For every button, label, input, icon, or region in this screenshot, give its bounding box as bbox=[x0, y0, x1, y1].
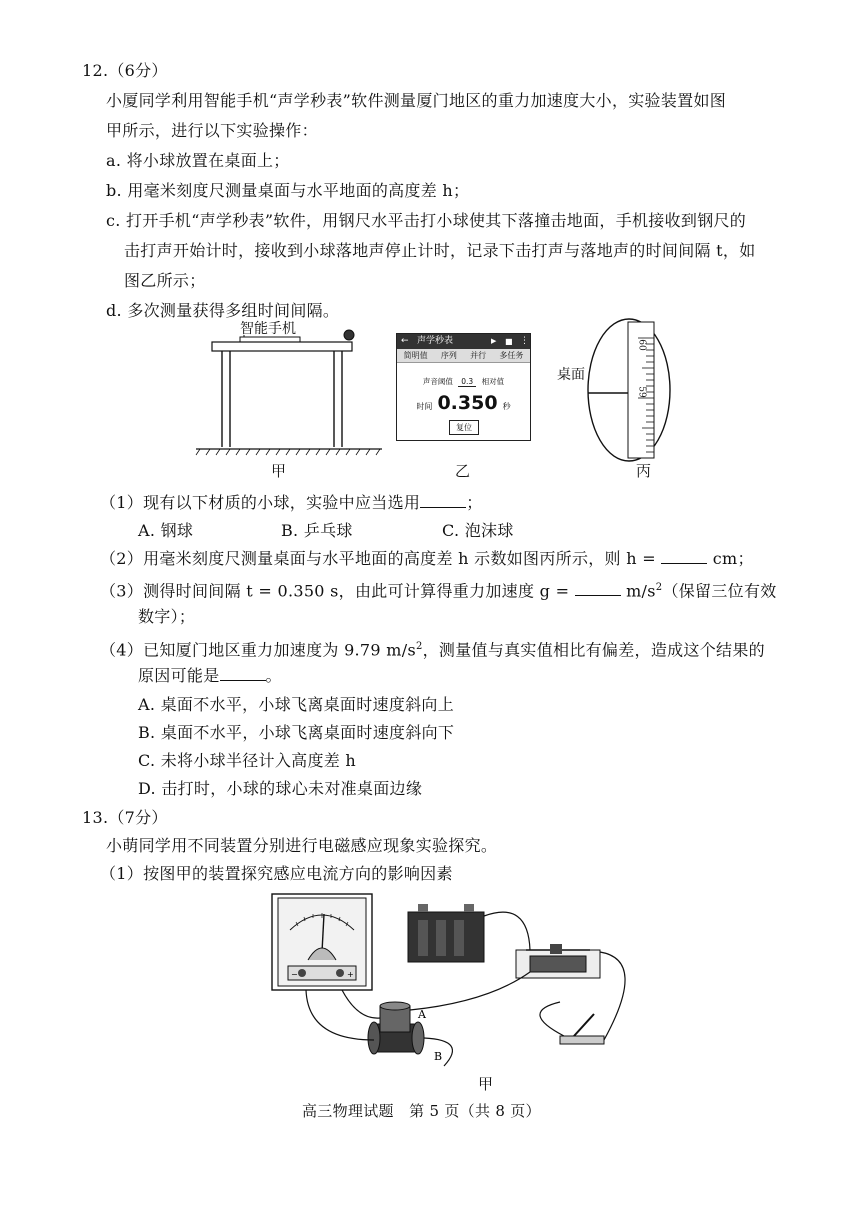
q12-sub1-option-b: B. 乒乓球 bbox=[281, 521, 353, 540]
q12-stem-line2: 甲所示，进行以下实验操作： bbox=[106, 121, 318, 140]
tab-multitask[interactable]: 多任务 bbox=[499, 351, 524, 360]
galvanometer-icon bbox=[272, 894, 372, 990]
fig-yi-app-screen bbox=[396, 333, 531, 441]
reset-button[interactable]: 复位 bbox=[449, 420, 479, 435]
q12-sub4-option-c: C. 未将小球半径计入高度差 h bbox=[138, 751, 357, 770]
threshold-row bbox=[397, 376, 530, 387]
q12-stem-line1: 小厦同学利用智能手机“声学秒表”软件测量厦门地区的重力加速度大小，实验装置如图 bbox=[106, 91, 727, 110]
q12-sub1-option-a: A. 钢球 bbox=[138, 521, 194, 540]
phone-icon bbox=[240, 337, 300, 342]
answer-blank[interactable] bbox=[575, 581, 621, 596]
answer-blank[interactable] bbox=[661, 549, 707, 564]
coil-a-icon bbox=[380, 1002, 410, 1032]
ruler-tick-59: 59 bbox=[636, 386, 647, 398]
q13-header: 13.（7分） bbox=[82, 808, 168, 827]
app-title: 声学秒表 bbox=[417, 336, 454, 346]
ruler-tick-60: 60 bbox=[636, 339, 647, 351]
fig-yi-caption: 乙 bbox=[455, 462, 471, 480]
tab-sequence[interactable]: 序列 bbox=[440, 351, 457, 360]
q12-sub3-line1: （3）测得时间间隔 t = 0.350 s，由此可计算得重力加速度 $g = m/s^2$（保留三位有效 bbox=[100, 581, 777, 601]
answer-blank[interactable] bbox=[220, 666, 266, 681]
table-top bbox=[212, 342, 352, 351]
q12-sub4-line2: 原因可能是 。 bbox=[138, 666, 282, 685]
q12-sub4-option-b: B. 桌面不水平，小球飞离桌面时速度斜向下 bbox=[138, 723, 455, 742]
ground-hatch bbox=[196, 449, 380, 455]
coil-a-label: A bbox=[418, 1008, 426, 1021]
app-title-bar bbox=[397, 334, 530, 349]
fig-jia-phone-label: 智能手机 bbox=[240, 321, 296, 337]
relative-label: 相对值 bbox=[481, 377, 505, 386]
q12-sub2: （2）用毫米刻度尺测量桌面与水平地面的高度差 h 示数如图丙所示，则 h = cm； bbox=[100, 549, 754, 568]
q12-sub1: （1）现有以下材质的小球，实验中应当选用 ； bbox=[100, 493, 483, 512]
battery-icon bbox=[408, 904, 484, 962]
fig-bing-caption: 丙 bbox=[636, 462, 652, 480]
q12-sub4-line1: （4）已知厦门地区重力加速度为 9.79 $m/s^2$，测量值与真实值相比有偏差，造成这个结果的 bbox=[100, 640, 765, 660]
q13-stem: 小萌同学用不同装置分别进行电磁感应现象实验探究。 bbox=[106, 836, 498, 855]
time-label: 时间 bbox=[416, 402, 433, 411]
meter-minus-label: − bbox=[291, 970, 298, 979]
switch-icon bbox=[560, 1014, 604, 1044]
page-footer: 高三物理试题 第 5 页（共 8 页） bbox=[302, 1102, 541, 1120]
play-icon[interactable]: ▶ bbox=[491, 337, 497, 345]
q12-sub4-option-d: D. 击打时，小球的球心未对准桌面边缘 bbox=[138, 779, 423, 798]
meter-plus-label: + bbox=[347, 970, 354, 979]
q12-sub1-option-c: C. 泡沫球 bbox=[442, 521, 514, 540]
fig-jia-table-diagram bbox=[192, 325, 392, 455]
q12-step-a: a. 将小球放置在桌面上； bbox=[106, 151, 290, 170]
ball-icon bbox=[344, 330, 354, 340]
q12-sub4-option-a: A. 桌面不水平，小球飞离桌面时速度斜向上 bbox=[138, 695, 455, 714]
q12-step-c-line1: c. 打开手机“声学秒表”软件，用钢尺水平击打小球使其下落撞击地面，手机接收到钢尺的 bbox=[106, 211, 747, 230]
q13-circuit-diagram bbox=[268, 890, 648, 1065]
threshold-label: 声音阈值 bbox=[422, 377, 453, 386]
fig-bing-desk-label: 桌面 bbox=[557, 367, 585, 383]
back-arrow-icon[interactable]: ← bbox=[401, 336, 409, 346]
delete-icon[interactable]: ■ bbox=[505, 337, 513, 346]
menu-icon[interactable]: ⋮ bbox=[520, 336, 529, 346]
fig-jia-caption: 甲 bbox=[271, 462, 287, 480]
q13-fig-caption: 甲 bbox=[478, 1075, 494, 1093]
time-value: 0.350 bbox=[437, 392, 498, 414]
q12-sub3-line2: 数字）； bbox=[138, 607, 196, 626]
app-tabs bbox=[397, 349, 530, 363]
q12-step-c-line2: 击打声开始计时，接收到小球落地声停止计时，记录下击打声与落地声的时间间隔 t，如 bbox=[124, 241, 756, 260]
time-unit: 秒 bbox=[502, 402, 511, 411]
time-row bbox=[397, 392, 530, 414]
fig-bing-ruler-diagram bbox=[584, 318, 684, 468]
answer-blank[interactable] bbox=[420, 493, 466, 508]
coil-b-label: B bbox=[434, 1050, 443, 1063]
tab-concise[interactable]: 简明值 bbox=[403, 351, 428, 360]
q12-step-b: b. 用毫米刻度尺测量桌面与水平地面的高度差 h； bbox=[106, 181, 470, 200]
tab-parallel[interactable]: 并行 bbox=[470, 351, 487, 360]
q12-step-c-line3: 图乙所示； bbox=[124, 271, 206, 290]
q12-step-d: d. 多次测量获得多组时间间隔。 bbox=[106, 301, 340, 320]
threshold-value[interactable]: 0.3 bbox=[458, 377, 476, 387]
q13-sub1: （1）按图甲的装置探究感应电流方向的影响因素 bbox=[100, 864, 453, 883]
q12-header: 12.（6分） bbox=[82, 61, 168, 80]
